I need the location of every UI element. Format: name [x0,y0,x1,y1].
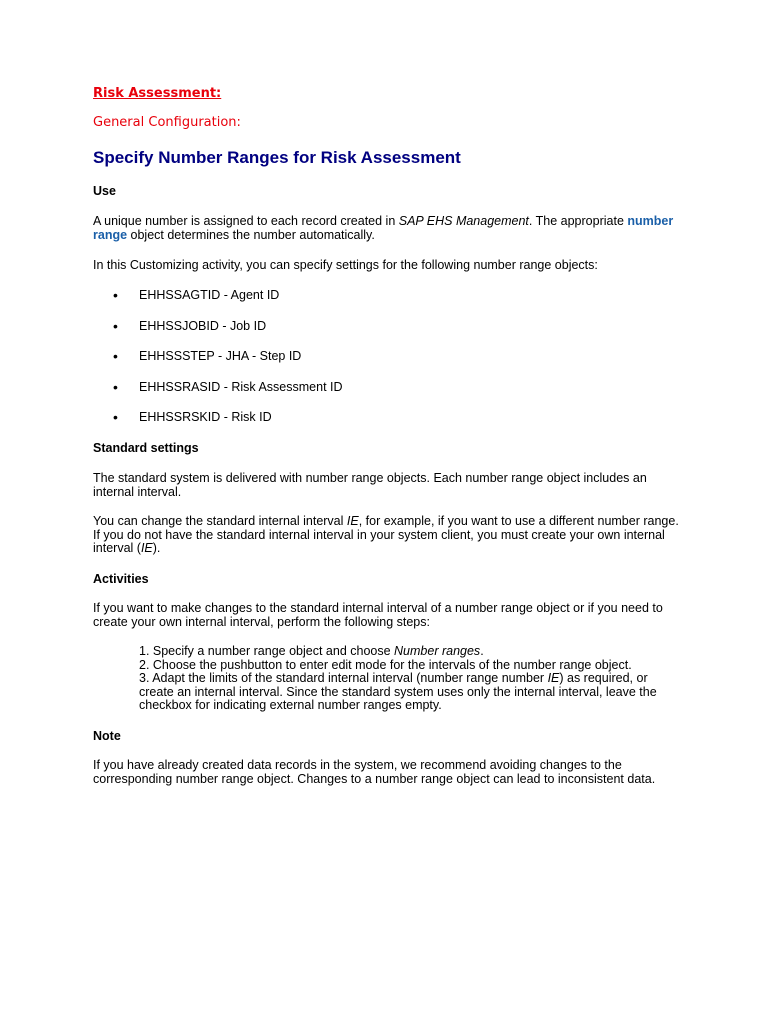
std-p2-text-a: You can change the standard internal interval [93,514,347,528]
standard-paragraph-2 [93,515,683,556]
step-item [139,645,659,659]
use-heading: Use [93,184,116,198]
use-paragraph-1 [93,215,683,242]
std-p2-italic-b: IE [140,541,153,555]
std-p2-text-b: , for example, if you want to use a different number range. If you do not have the standard internal interval in your system client, you must create your own internal interval ( [93,514,679,555]
step3-text-a: 3. Adapt the limits of the standard internal interval (number range number [139,671,548,685]
standard-settings-heading: Standard settings [93,441,199,455]
activities-heading: Activities [93,572,149,586]
step1-text-b: . [480,644,484,658]
step-item [139,672,659,713]
use-paragraph-2: In this Customizing activity, you can specify settings for the following number range objects: [93,258,598,272]
list-item: • EHHSSSTEP - JHA - Step ID [113,349,343,380]
activities-paragraph: If you want to make changes to the standard internal interval of a number range object or if you need to create your own internal interval, perform the following steps: [93,601,663,629]
list-item: • EHHSSAGTID - Agent ID [113,288,343,319]
page-title: Specify Number Ranges for Risk Assessment [93,148,461,167]
number-range-object-list [113,288,343,441]
list-item: • EHHSSRSKID - Risk ID [113,410,343,441]
list-item: • EHHSSJOBID - Job ID [113,319,343,350]
use-p1-text-c: object determines the number automatically. [127,227,375,242]
use-p1-italic: SAP EHS Management [398,214,529,228]
step1-text-a: 1. Specify a number range object and choose [139,644,395,658]
step3-italic: IE [547,671,560,685]
section-subheading: General Configuration: [93,115,241,130]
note-heading: Note [93,729,121,743]
note-paragraph: If you have already created data records in the system, we recommend avoiding changes to the corresponding number range object. Changes to a number range object can lead to inconsistent data. [93,758,656,786]
section-heading: Risk Assessment: [93,86,222,101]
activity-steps [139,645,659,713]
number-range-link[interactable]: number range [93,214,674,242]
standard-paragraph-1: The standard system is delivered with number range objects. Each number range object includes an internal interval. [93,471,647,499]
step1-italic: Number ranges [394,644,481,658]
list-item: • EHHSSRASID - Risk Assessment ID [113,380,343,411]
step3-text-b: ) as required, or create an internal interval. Since the standard system uses only the internal interval, leave the checkbox for indicating external number ranges empty. [139,671,657,712]
std-p2-italic-a: IE [346,514,359,528]
std-p2-text-c: ). [152,541,161,555]
step-item: 2. Choose the pushbutton to enter edit mode for the intervals of the number range object. [139,657,632,672]
use-p1-text-b: . The appropriate [528,214,628,228]
use-p1-text-a: A unique number is assigned to each record created in [93,214,399,228]
